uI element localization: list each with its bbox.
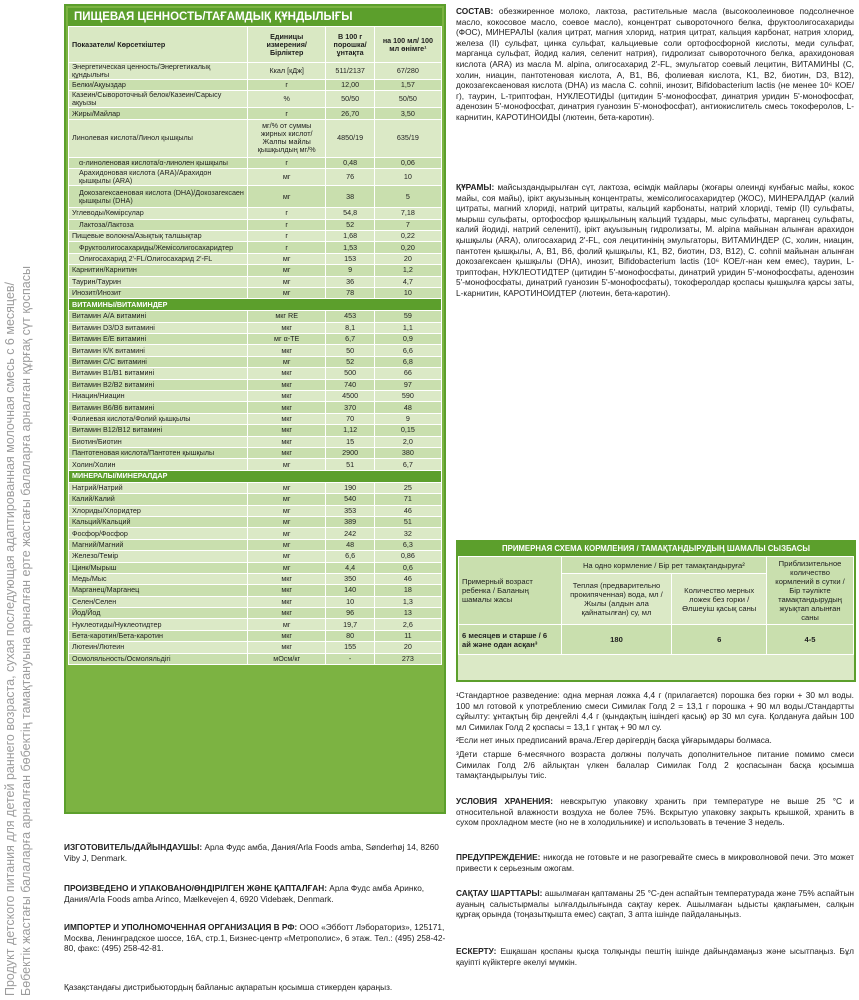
value-per-100ml: 71	[374, 494, 441, 505]
nutrient-name: Таурин/Таурин	[69, 276, 248, 287]
value-per-100g: 4500	[326, 391, 374, 402]
importer-text: ООО «Эбботт Лэбораториз», 125171, Москва, Ленинградское шоссе, 16А, стр.1, Бизнес-центр «Метрополис», 6 этаж. Тел.: (495) 258-42-80, факс: (495) 258-42-81.	[64, 922, 446, 954]
nutrient-name: Витамин В6/В6 витамині	[69, 402, 248, 413]
nutrient-unit: мг	[248, 459, 326, 470]
nutrient-unit: мг	[248, 619, 326, 630]
table-row	[69, 539, 442, 550]
nutrient-name: Инозит/Инозит	[69, 287, 248, 298]
kz-sticker-note: Қазақстандағы дистрибьютордың байланыс ақпаратын қосымша стикерден қараңыз.	[64, 982, 393, 992]
nutrient-unit: мкг	[248, 630, 326, 641]
table-row	[69, 585, 442, 596]
table-row	[69, 108, 442, 119]
warning-kz-text: Ешқашан қоспаны қысқа толқынды пештің ішінде дайындамаңыз және ысытпаңыз. Бұл қауіпті күйіктерге әкелуі мүмкін.	[456, 946, 854, 967]
value-per-100g: 153	[326, 253, 374, 264]
storage-kz	[456, 888, 854, 920]
table-row	[69, 653, 442, 664]
storage-kz-label: САҚТАУ ШАРТТАРЫ:	[456, 888, 543, 898]
nutrient-unit: %	[248, 91, 326, 108]
value-per-100g: 51	[326, 459, 374, 470]
nutrient-unit: мкг	[248, 322, 326, 333]
nutrient-unit: мг	[248, 562, 326, 573]
nutrient-name: Витамин В1/В1 витамині	[69, 368, 248, 379]
value-per-100ml: 4,7	[374, 276, 441, 287]
value-per-100g: 500	[326, 368, 374, 379]
table-row	[69, 642, 442, 653]
value-per-100ml: 46	[374, 505, 441, 516]
feeding-col-per-day: Приблизительное количество кормлений в сутки / Бір тәулікте тамақтандырудың жуықтап алынған саны	[767, 557, 854, 625]
value-per-100ml: 6,8	[374, 356, 441, 367]
feeding-col-one-feeding: На одно кормление / Бір рет тамақтандыруға²	[561, 557, 766, 574]
table-row	[69, 311, 442, 322]
table-row	[69, 391, 442, 402]
table-row	[69, 230, 442, 241]
header-per-100ml: на 100 мл/ 100 мл өнімге¹	[374, 27, 441, 63]
value-per-100ml: 0,06	[374, 157, 441, 168]
header-unit: Единицы измерения/ Бірліктер	[248, 27, 326, 63]
value-per-100ml: 7,18	[374, 208, 441, 219]
table-row	[69, 287, 442, 298]
nutrient-name: Холин/Холин	[69, 459, 248, 470]
table-row	[69, 169, 442, 186]
side-text-kz: Бөбектік жастағы балаларға арналған бөбектің тамақтануына арналған ерте жастағы балаларға арналған құрғақ сүт қоспасы	[19, 266, 33, 996]
value-per-100g: 36	[326, 276, 374, 287]
nutrient-name: Лютеин/Лютеин	[69, 642, 248, 653]
nutrient-unit: мкг	[248, 402, 326, 413]
value-per-100ml: 0,9	[374, 334, 441, 345]
nutrient-unit: мг	[248, 287, 326, 298]
value-per-100ml: 2,0	[374, 436, 441, 447]
value-per-100ml: 10	[374, 169, 441, 186]
value-per-100g: 740	[326, 379, 374, 390]
nutrient-unit: г	[248, 230, 326, 241]
value-per-100ml: 46	[374, 573, 441, 584]
value-per-100ml: 3,50	[374, 108, 441, 119]
nutrient-name: Арахидоновая кислота (ARA)/Арахидон қышқылы (ARA)	[69, 169, 248, 186]
produced-label: ПРОИЗВЕДЕНО И УПАКОВАНО/ӨНДІРІЛГЕН ЖӘНЕ ҚАПТАЛҒАН:	[64, 883, 327, 893]
footnote-3: ³Дети старше 6-месячного возраста должны получать дополнительное питание помимо смеси Симилак Голд 2/6 айлықтан үлкен балалар Симилак Голд 2 қоспасынан басқа қосымша тамақтандырылуы тиіс.	[456, 749, 854, 781]
value-per-100g: 140	[326, 585, 374, 596]
value-per-100ml: 1,3	[374, 596, 441, 607]
feeding-row-water: 180	[561, 625, 672, 655]
value-per-100g: 4850/19	[326, 119, 374, 157]
nutrient-unit: мг	[248, 516, 326, 527]
nutrient-name: α-линоленовая кислота/α-линолен қышқылы	[69, 157, 248, 168]
nutrient-unit: мг	[248, 186, 326, 208]
nutrient-unit: мкг	[248, 447, 326, 458]
produced-block	[64, 883, 448, 904]
table-row	[69, 265, 442, 276]
table-row	[69, 494, 442, 505]
value-per-100g: 15	[326, 436, 374, 447]
value-per-100ml: 635/19	[374, 119, 441, 157]
table-row	[69, 482, 442, 493]
value-per-100g: 38	[326, 186, 374, 208]
value-per-100ml: 18	[374, 585, 441, 596]
nutrient-name: Йод/Йод	[69, 608, 248, 619]
table-row	[69, 619, 442, 630]
value-per-100g: 6,6	[326, 551, 374, 562]
value-per-100g: 9	[326, 265, 374, 276]
value-per-100g: 350	[326, 573, 374, 584]
nutrient-name: Белки/Ақуыздар	[69, 80, 248, 91]
table-row	[69, 459, 442, 470]
value-per-100g: 453	[326, 311, 374, 322]
value-per-100g: 19,7	[326, 619, 374, 630]
table-row	[69, 608, 442, 619]
feeding-col-water: Теплая (предварительно прокипяченная) вода, мл / Жылы (алдын ала қайнатылған) су, мл	[561, 574, 672, 625]
section-title: ВИТАМИНЫ/ВИТАМИНДЕР	[69, 299, 442, 311]
manufacturer-text: Арла Фудс амба, Дания/Arla Foods amba, Sønderhøj 14, 8260 Viby J, Denmark.	[64, 842, 439, 863]
nutrient-name: Биотин/Биотин	[69, 436, 248, 447]
nutrient-name: Витамин А/А витамині	[69, 311, 248, 322]
value-per-100ml: 67/280	[374, 63, 441, 80]
composition-kz-text: майсыздандырылған сүт, лактоза, өсімдік майлары (жоғары олеинді күнбағыс майы, кокос майы, соя майы), ірікт ақуызының концентраты, жемісолигосахаридтер (ЖОС), МИНЕРАЛДАР (калий цитраты, магний хлориді, натрий цитраты, кальций карбонаты, натрий хлориді, темір (II) сульфаты, мырыш сульфаты, ортофосфор қышқылының кальций тұздары, мыс сульфаты, марганец сульфаты, калий йодиді, натрий селениті), ірікт ақуызының гидролизаты, M. alpina майынан алынған арахидон қышқылы (ARA), олигосахарид 2'-FL, соя лецитинінің эмульгаторы, ВИТАМИНДЕР (С, холин, ниацин, пантотен қышқылы, А, В1, В6, фолий қышқылы, К1, В2, биотин, D3, В12), C. cohnii майынан алынған докозагексаен қышқылы (DHA), инозит, Bifidobacterium lactis (10⁶ КОЕ/г-нан кем емес), таурин, L-триптофан, НУКЛЕОТИДТЕР (цитидин 5'-монофосфаты, динатрий уридин 5'-монофосфаты, аденозин 5'-монофосфаты, динатрий гуанозин 5'-монофосфаты), токоферолдар қоспасы қышқылға қарсы заты, L-карнитин, КАРОТИНОИДТЕР (лютеин, бета-каротин).	[456, 182, 854, 298]
value-per-100g: 4,4	[326, 562, 374, 573]
nutrient-unit: мг	[248, 539, 326, 550]
table-row	[69, 516, 442, 527]
nutrient-unit: г	[248, 219, 326, 230]
nutrient-name: Фосфор/Фосфор	[69, 528, 248, 539]
value-per-100g: 70	[326, 413, 374, 424]
table-row	[69, 276, 442, 287]
header-indicator: Показатели/ Көрсеткіштер	[69, 27, 248, 63]
nutrient-unit: мкг	[248, 573, 326, 584]
value-per-100ml: 0,20	[374, 242, 441, 253]
value-per-100ml: 9	[374, 413, 441, 424]
nutrient-unit: мг	[248, 551, 326, 562]
table-row	[69, 91, 442, 108]
table-row	[69, 596, 442, 607]
footnote-2: ²Если нет иных предписаний врача./Егер дәрігердің басқа ұйғарымдары болмаса.	[456, 735, 772, 745]
value-per-100g: 96	[326, 608, 374, 619]
table-row	[69, 334, 442, 345]
storage-ru	[456, 796, 854, 828]
nutrition-title: ПИЩЕВАЯ ЦЕННОСТЬ/ТАҒАМДЫҚ ҚҰНДЫЛЫҒЫ	[68, 8, 442, 26]
nutrition-header-row	[69, 27, 442, 63]
nutrient-name: Жиры/Майлар	[69, 108, 248, 119]
value-per-100g: 511/2137	[326, 63, 374, 80]
value-per-100ml: 590	[374, 391, 441, 402]
value-per-100g: 1,12	[326, 425, 374, 436]
value-per-100ml: 0,6	[374, 562, 441, 573]
nutrition-body	[69, 63, 442, 665]
nutrient-unit: мкг	[248, 413, 326, 424]
table-row	[69, 242, 442, 253]
table-row	[69, 402, 442, 413]
table-row	[69, 425, 442, 436]
table-row	[69, 219, 442, 230]
value-per-100ml: 20	[374, 642, 441, 653]
value-per-100ml: 2,6	[374, 619, 441, 630]
value-per-100g: 540	[326, 494, 374, 505]
nutrient-unit: мг	[248, 265, 326, 276]
value-per-100g: 6,7	[326, 334, 374, 345]
value-per-100ml: 0,22	[374, 230, 441, 241]
nutrient-name: Калий/Калий	[69, 494, 248, 505]
nutrient-unit: мкг	[248, 596, 326, 607]
table-row	[69, 186, 442, 208]
nutrient-name: Магний/Магний	[69, 539, 248, 550]
value-per-100ml: 7	[374, 219, 441, 230]
nutrient-name: Линолевая кислота/Линол қышқылы	[69, 119, 248, 157]
warning-ru	[456, 852, 854, 873]
nutrient-name: Фруктоолигосахариды/Жемісолигосахаридтер	[69, 242, 248, 253]
table-row	[69, 562, 442, 573]
value-per-100ml: 11	[374, 630, 441, 641]
nutrient-name: Осмоляльность/Осмоляльдігі	[69, 653, 248, 664]
nutrient-name: Пантотеновая кислота/Пантотен қышқылы	[69, 447, 248, 458]
nutrient-unit: мкг	[248, 391, 326, 402]
nutrient-unit: мг	[248, 169, 326, 186]
table-row	[69, 413, 442, 424]
value-per-100ml: 6,6	[374, 345, 441, 356]
value-per-100ml: 20	[374, 253, 441, 264]
nutrient-name: Энергетическая ценность/Энергетикалық құндылығы	[69, 63, 248, 80]
section-row	[69, 470, 442, 482]
warning-kz-label: ЕСКЕРТУ:	[456, 946, 497, 956]
composition-ru-label: СОСТАВ:	[456, 6, 494, 16]
feeding-title: ПРИМЕРНАЯ СХЕМА КОРМЛЕНИЯ / ТАМАҚТАНДЫРУДЫҢ ШАМАЛЫ СЫЗБАСЫ	[458, 542, 854, 556]
nutrient-unit: мг	[248, 494, 326, 505]
table-row	[69, 573, 442, 584]
nutrient-unit: мкг RE	[248, 311, 326, 322]
value-per-100g: 8,1	[326, 322, 374, 333]
nutrient-unit: г	[248, 80, 326, 91]
nutrient-unit: мкг	[248, 425, 326, 436]
nutrient-unit: мг	[248, 482, 326, 493]
nutrient-unit: г	[248, 242, 326, 253]
nutrient-unit: мкг	[248, 379, 326, 390]
value-per-100g: 353	[326, 505, 374, 516]
nutrient-name: Цинк/Мырыш	[69, 562, 248, 573]
importer-label: ИМПОРТЕР И УПОЛНОМОЧЕННАЯ ОРГАНИЗАЦИЯ В РФ:	[64, 922, 298, 932]
nutrient-name: Витамин С/С витамині	[69, 356, 248, 367]
nutrient-name: Витамин D3/D3 витамині	[69, 322, 248, 333]
section-title: МИНЕРАЛЫ/МИНЕРАЛДАР	[69, 470, 442, 482]
value-per-100ml: 66	[374, 368, 441, 379]
nutrient-name: Углеводы/Көмірсулар	[69, 208, 248, 219]
nutrient-unit: г	[248, 208, 326, 219]
value-per-100g: 2900	[326, 447, 374, 458]
value-per-100g: 78	[326, 287, 374, 298]
section-row	[69, 299, 442, 311]
table-row	[69, 119, 442, 157]
feeding-table	[458, 556, 854, 655]
value-per-100g: 370	[326, 402, 374, 413]
value-per-100ml: 380	[374, 447, 441, 458]
importer-block	[64, 922, 448, 954]
warning-ru-label: ПРЕДУПРЕЖДЕНИЕ:	[456, 852, 541, 862]
nutrient-name: Витамин Е/Е витамині	[69, 334, 248, 345]
nutrient-unit: мкг	[248, 642, 326, 653]
nutrient-unit: мОсм/кг	[248, 653, 326, 664]
feeding-col-age: Примерный возраст ребенка / Баланың шамалы жасы	[459, 557, 562, 625]
nutrient-unit: мг	[248, 505, 326, 516]
value-per-100g: 52	[326, 219, 374, 230]
nutrient-unit: мг/% от суммы жирных кислот/Жалпы майлы қышқылдың мг/%	[248, 119, 326, 157]
storage-ru-text: невскрытую упаковку хранить при температуре не выше 25 °С и относительной влажности воздуха не более 75%. Вскрытую упаковку закрыть крышкой, хранить в сухом прохладном месте (но не в холодильнике) и использовать в течение 3 недель.	[456, 796, 855, 828]
nutrient-unit: Ккал [кДж]	[248, 63, 326, 80]
table-row	[69, 630, 442, 641]
nutrient-name: Марганец/Марганец	[69, 585, 248, 596]
table-row	[69, 379, 442, 390]
table-row	[69, 528, 442, 539]
value-per-100ml: 273	[374, 653, 441, 664]
feeding-col-spoons: Количество мерных ложек без горки / Өлшеуіш қасық саны	[672, 574, 767, 625]
value-per-100ml: 6,7	[374, 459, 441, 470]
nutrient-name: Фолиевая кислота/Фолий қышқылы	[69, 413, 248, 424]
nutrient-name: Медь/Мыс	[69, 573, 248, 584]
nutrient-name: Витамин К/К витамині	[69, 345, 248, 356]
nutrient-unit: мкг	[248, 608, 326, 619]
nutrition-table	[68, 26, 442, 665]
value-per-100g: 26,70	[326, 108, 374, 119]
value-per-100ml: 1,57	[374, 80, 441, 91]
table-row	[69, 63, 442, 80]
value-per-100g: 76	[326, 169, 374, 186]
table-row	[69, 356, 442, 367]
table-row	[69, 368, 442, 379]
value-per-100ml: 10	[374, 287, 441, 298]
feeding-row-per-day: 4-5	[767, 625, 854, 655]
value-per-100ml: 5	[374, 186, 441, 208]
value-per-100ml: 0,15	[374, 425, 441, 436]
nutrient-name: Витамин В12/В12 витамині	[69, 425, 248, 436]
value-per-100ml: 0,86	[374, 551, 441, 562]
nutrient-name: Витамин В2/В2 витамині	[69, 379, 248, 390]
value-per-100g: 190	[326, 482, 374, 493]
footnote-1: ¹Стандартное разведение: одна мерная ложка 4,4 г (прилагается) порошка без горки + 30 мл воды. 100 мл готовой к употреблению смеси Симилак Голд 2 = 13,1 г порошка + 90 мл воды./Стандартты сұйылту: ұнтақтың бір деңгейлі 4,4 г (қындақтың ішіндегі қасық) әр 30 мл суға. Қолдануға дайын 100 мл Симилак Голд 2 қоспасы = 13,1 г ұнтақ + 90 мл су.	[456, 690, 854, 732]
nutrient-name: Карнитин/Карнитин	[69, 265, 248, 276]
nutrient-name: Докозагексаеновая кислота (DHA)/Докозагексаен қышқылы (DHA)	[69, 186, 248, 208]
feeding-row-age: 6 месяцев и старше / 6 ай және одан асқан³	[459, 625, 562, 655]
table-row	[69, 322, 442, 333]
nutrient-name: Ниацин/Ниацин	[69, 391, 248, 402]
nutrient-name: Олигосахарид 2'-FL/Олигосахарид 2'-FL	[69, 253, 248, 264]
nutrient-unit: мг	[248, 528, 326, 539]
feeding-panel	[456, 540, 856, 682]
value-per-100g: 50/50	[326, 91, 374, 108]
value-per-100ml: 6,3	[374, 539, 441, 550]
value-per-100g: 1,68	[326, 230, 374, 241]
value-per-100ml: 48	[374, 402, 441, 413]
nutrient-unit: мкг	[248, 368, 326, 379]
value-per-100ml: 97	[374, 379, 441, 390]
value-per-100g: 50	[326, 345, 374, 356]
nutrient-name: Хлориды/Хлоридтер	[69, 505, 248, 516]
value-per-100ml: 1,2	[374, 265, 441, 276]
nutrient-name: Селен/Селен	[69, 596, 248, 607]
table-row	[69, 157, 442, 168]
table-row	[69, 345, 442, 356]
value-per-100ml: 25	[374, 482, 441, 493]
table-row	[69, 208, 442, 219]
value-per-100g: 155	[326, 642, 374, 653]
table-row	[69, 447, 442, 458]
nutrient-name: Пищевые волокна/Азықтық талшықтар	[69, 230, 248, 241]
value-per-100ml: 1,1	[374, 322, 441, 333]
side-product-description	[2, 0, 36, 1000]
nutrient-name: Кальций/Кальций	[69, 516, 248, 527]
table-row	[69, 436, 442, 447]
value-per-100g: 242	[326, 528, 374, 539]
manufacturer-block	[64, 842, 448, 863]
nutrient-unit: мг α-TE	[248, 334, 326, 345]
produced-text: Арла Фудс амба Аринко, Дания/Arla Foods amba Arinco, Mælkevejen 4, 6920 Videbæk, Denmark.	[64, 883, 425, 904]
value-per-100ml: 13	[374, 608, 441, 619]
value-per-100g: 389	[326, 516, 374, 527]
composition-kz	[456, 182, 854, 299]
nutrient-unit: г	[248, 157, 326, 168]
warning-kz	[456, 946, 854, 967]
value-per-100g: -	[326, 653, 374, 664]
value-per-100g: 10	[326, 596, 374, 607]
table-row	[69, 505, 442, 516]
manufacturer-label: ИЗГОТОВИТЕЛЬ/ДАЙЫНДАУШЫ:	[64, 842, 203, 852]
nutrient-unit: мг	[248, 356, 326, 367]
nutrient-unit: мг	[248, 253, 326, 264]
value-per-100g: 1,53	[326, 242, 374, 253]
nutrient-unit: мкг	[248, 585, 326, 596]
value-per-100ml: 32	[374, 528, 441, 539]
header-per-100g: В 100 г порошка/ ұнтақта	[326, 27, 374, 63]
nutrient-name: Лактоза/Лактоза	[69, 219, 248, 230]
table-row	[69, 80, 442, 91]
value-per-100g: 52	[326, 356, 374, 367]
value-per-100g: 12,00	[326, 80, 374, 91]
nutrient-name: Железо/Темір	[69, 551, 248, 562]
composition-ru	[456, 6, 854, 123]
nutrient-unit: г	[248, 108, 326, 119]
nutrient-name: Казеин/Сывороточный белок/Казеин/Сарысу ақуызы	[69, 91, 248, 108]
composition-kz-label: ҚҰРАМЫ:	[456, 182, 495, 192]
nutrient-unit: мкг	[248, 436, 326, 447]
storage-ru-label: УСЛОВИЯ ХРАНЕНИЯ:	[456, 796, 553, 806]
value-per-100g: 0,48	[326, 157, 374, 168]
value-per-100g: 54,8	[326, 208, 374, 219]
nutrient-unit: мг	[248, 276, 326, 287]
nutrition-panel	[64, 4, 446, 814]
storage-kz-text: ашылмаған қаптаманы 25 °С-ден аспайтын температурада және 75% аспайтын ауаның салыстырмалы ылғалдылығында сақтау керек. Ашылмаған ыдысты қақпағымен, салқын құрғақ орында (тоңазытқышта емес) сақтап, 3 апта ішінде пайдаланыңыз.	[456, 888, 855, 920]
table-row	[69, 253, 442, 264]
composition-ru-text: обезжиренное молоко, лактоза, растительные масла (высокоолеиновое подсолнечное масло, кокосовое масло, соевое масло), концентрат сывороточного белка, фруктоолигосахариды (ФОС), МИНЕРАЛЫ (калия цитрат, магния хлорид, натрия цитрат, кальция карбонат, натрия хлорид, железа (II) сульфат, цинка сульфат, кальциевые соли ортофосфорной кислоты, меди сульфат, марганца сульфат, йодид калия, селенит натрия), гидролизат сывороточного белка, арахидоновая кислота (ARA) из масла M. alpina, олигосахарид 2'-FL, эмульгатор соевый лецитин, ВИТАМИНЫ (С, холин, ниацин, пантотеновая кислота, A, B1, B6, фолиевая кислота, K1, B2, биотин, D3, B12), докозагексаеновая кислота (DHA) из масла C. cohnii, инозит, Bifidobacterium lactis (не менее 10⁶ КОЕ/г), таурин, L-триптофан, НУКЛЕОТИДЫ (цитидин 5'-монофосфат, динатрия уридин 5'-монофосфат, аденозин 5'-монофосфат, динатрия гуанозин 5'-монофосфат), антиокислитель смесь токоферолов, L-карнитин, КАРОТИНОИДЫ (лютеин, бета-каротин).	[456, 6, 854, 122]
value-per-100ml: 59	[374, 311, 441, 322]
feeding-row-spoons: 6	[672, 625, 767, 655]
table-row	[69, 551, 442, 562]
value-per-100ml: 50/50	[374, 91, 441, 108]
warning-ru-text: никогда не готовьте и не разогревайте смесь в микроволновой печи. Это может привести к серьезным ожогам.	[456, 852, 854, 873]
value-per-100g: 80	[326, 630, 374, 641]
feeding-data-row	[459, 625, 854, 655]
nutrient-name: Нуклеотиды/Нуклеотидтер	[69, 619, 248, 630]
value-per-100ml: 51	[374, 516, 441, 527]
nutrient-name: Бета-каротин/Бета-каротин	[69, 630, 248, 641]
side-text-ru: Продукт детского питания для детей раннего возраста, сухая последующая адаптированная молочная смесь с 6 месяцев/	[3, 281, 17, 996]
nutrient-name: Натрий/Натрий	[69, 482, 248, 493]
nutrient-unit: мкг	[248, 345, 326, 356]
value-per-100g: 48	[326, 539, 374, 550]
